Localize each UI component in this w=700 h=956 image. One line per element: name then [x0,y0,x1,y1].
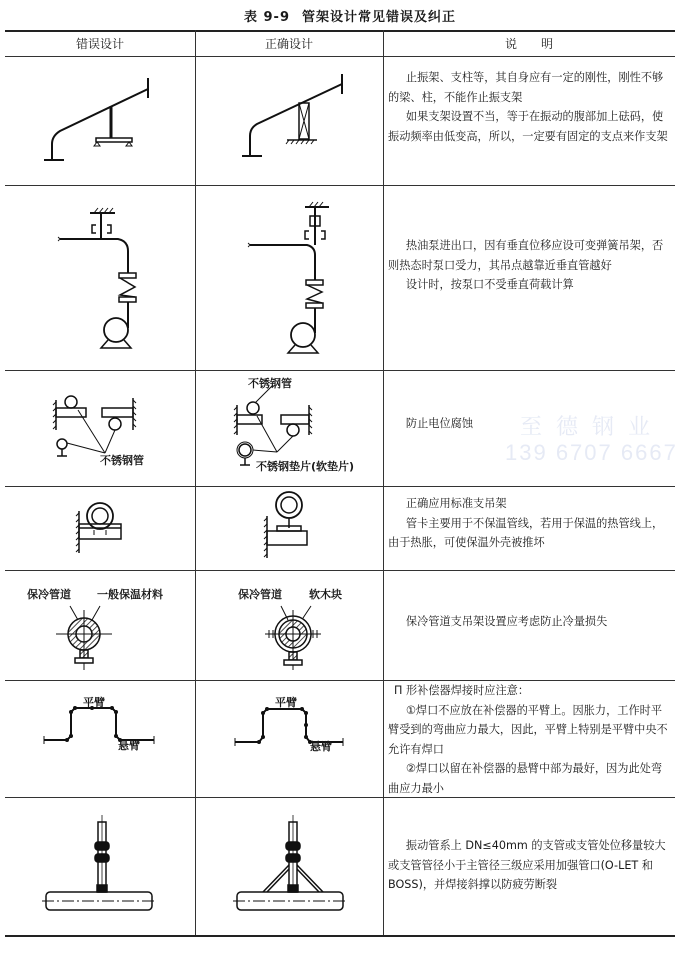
note-paragraph: 设计时，按泵口不受垂直荷载计算 [405,278,574,291]
note-heading: Π 形补偿器焊接时应注意： [394,684,530,697]
note-pump-nozzle [388,236,670,295]
label-cork-block-correct: 软木块 [309,588,342,601]
watermark-text: 至德钢业 [520,415,665,440]
header-wrong-design: 错误设计 [75,37,124,51]
header-notes: 说 明 [504,37,553,51]
wrong-stainless-steel-diagram [0,370,195,486]
note-paragraph: ①焊口不应放在补偿器的平臂上。因胀力，工作时平臂受到的弯曲应力最大，因此，平臂上特别是平臂中央不允许有焊口 [388,703,668,756]
note-branch-reinforcement [388,836,670,895]
column-divider [383,30,384,935]
wrong-pump-nozzle-diagram [0,185,195,370]
correct-pipe-clamp-diagram [195,486,383,570]
label-cantilever-arm-correct: 悬臂 [310,740,332,753]
label-cold-pipe-correct: 保冷管道 [238,588,282,601]
note-paragraph: 止振架、支柱等，其自身应有一定的刚性，刚性不够的梁、柱，不能作止振支架 [388,71,664,104]
table-caption: 管架设计常见错误及纠正 [302,10,457,25]
label-stainless-pad-correct: 不锈钢垫片(软垫片) [256,460,355,473]
note-stainless-steel [388,414,670,434]
correct-branch-reinforcement-diagram [195,797,383,935]
label-stainless-pipe-correct: 不锈钢管 [248,377,292,390]
wrong-vibration-support-diagram [0,56,195,185]
table-bottom-border [5,935,675,937]
note-pi-expansion-loop [388,681,670,798]
note-paragraph: 管卡主要用于不保温管线，若用于保温的热管线上，由于热胀，可使保温外壳被推坏 [388,516,664,549]
correct-cold-insulation-diagram [195,570,383,680]
label-insulation-material-wrong: 一般保温材料 [97,588,163,601]
label-cold-pipe-wrong: 保冷管道 [27,588,71,601]
table-title [0,6,700,25]
label-flat-arm-wrong: 平臂 [83,696,105,709]
note-paragraph: ②焊口以留在补偿器的悬臂中部为最好，因为此处弯曲应力最小 [388,762,663,795]
table-top-border [5,30,675,32]
wrong-pipe-clamp-diagram [0,486,195,570]
correct-pump-nozzle-diagram [195,185,383,370]
note-paragraph: 正确应用标准支吊架 [405,497,507,510]
watermark-phone: 139 6707 6667 [505,440,678,465]
note-paragraph: 热油泵进出口，因有垂直位移应设可变弹簧吊架，否则热态时泵口受力，其吊点越靠近垂直管越好 [388,239,664,272]
header-correct-design: 正确设计 [264,37,313,51]
note-cold-insulation [388,612,670,632]
table-number: 表 9-9 [243,10,290,25]
note-paragraph: 防止电位腐蚀 [405,417,474,430]
note-paragraph: 如果支架设置不当，等于在振动的腹部加上砝码，使振动频率由低变高，所以，一定要有固定的支点来作支架 [388,110,668,143]
label-flat-arm-correct: 平臂 [275,696,297,709]
label-cantilever-arm-wrong: 悬臂 [118,739,140,752]
wrong-branch-reinforcement-diagram [0,797,195,935]
note-vibration-support [388,68,670,146]
label-stainless-pipe-wrong: 不锈钢管 [100,454,144,467]
note-pipe-clamp [388,494,670,553]
note-paragraph: 保冷管道支吊架设置应考虑防止冷量损失 [405,615,608,628]
correct-vibration-support-diagram [195,56,383,185]
note-paragraph: 振动管系上 DN≤40mm 的支管或支管处位移量较大或支管管径小于主管径三级应采用加强管口(O-LET 和 BOSS)，并焊接斜撑以防疲劳断裂 [388,839,666,891]
